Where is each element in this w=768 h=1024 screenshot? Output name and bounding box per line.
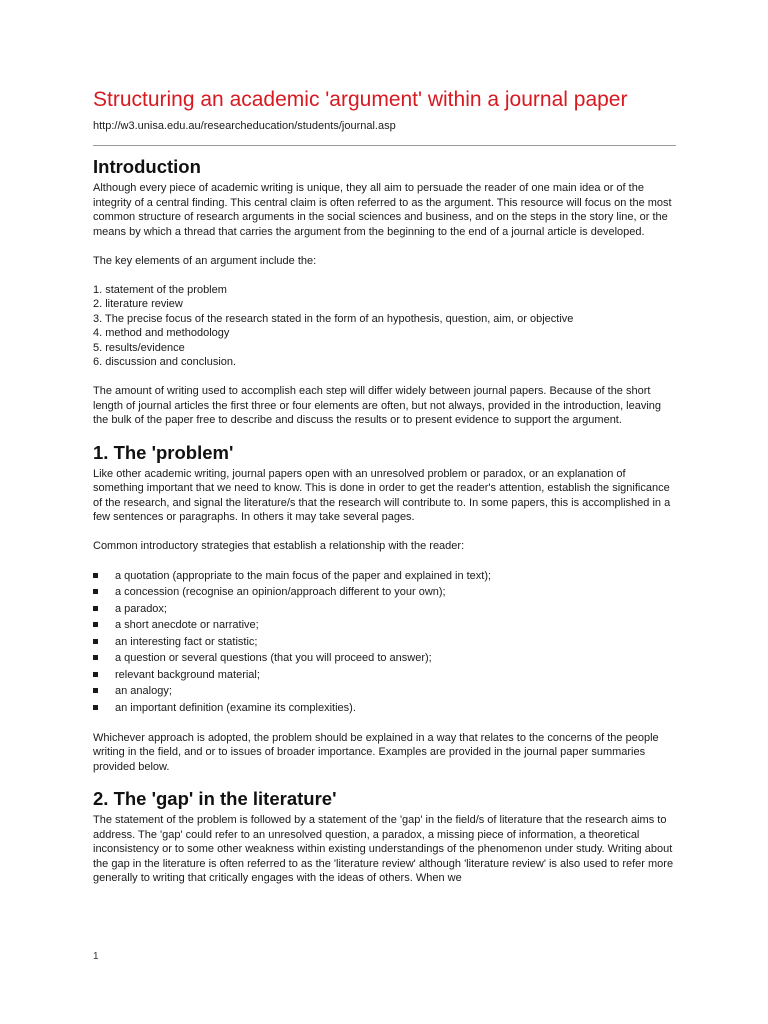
page-number: 1 <box>93 951 99 962</box>
list-item-text: a short anecdote or narrative; <box>115 619 259 631</box>
list-item: 4. method and methodology <box>93 327 230 339</box>
list-item <box>93 584 676 601</box>
list-item <box>93 700 676 717</box>
list-item <box>93 601 676 618</box>
document-title: Structuring an academic 'argument' within a journal paper <box>93 88 628 111</box>
gap-paragraph: The statement of the problem is followed by a statement of the 'gap' in the field/s of literature that the research aims to address. The 'gap' could refer to an unresolved question, a paradox, a missing piece of information, a theoretical inconsistency or to some other weakness within existing understandings of the phenomenon under study. Writing about the gap in the literature is often referred to as the 'literature review' although 'literature review' is also used to refer more generally to writing that critically engages with the ideas of others. When we <box>93 814 674 884</box>
problem-paragraph: Like other academic writing, journal papers open with an unresolved problem or paradox, or an explanation of something important that we need to know. This is done in order to get the reader's attention, establish the significance of the research, and signal the literature/s that the research will contribute to. In some papers, this is accomplished in a few sentences or paragraphs. In others it may take several pages. <box>93 467 671 523</box>
square-bullet-icon <box>93 655 98 660</box>
square-bullet-icon <box>93 589 98 594</box>
problem-paragraph: Whichever approach is adopted, the problem should be explained in a way that relates to the concerns of the people writing in the field, and or to issues of broader importance. Examples are provided in the journal paper summaries provided below. <box>93 731 659 773</box>
source-url: http://w3.unisa.edu.au/researcheducation/students/journal.asp <box>93 120 396 132</box>
list-item: 1. statement of the problem <box>93 283 227 296</box>
list-item <box>93 634 676 651</box>
section-heading-problem: 1. The 'problem' <box>93 441 234 463</box>
list-item <box>93 667 676 684</box>
title-divider <box>93 145 676 146</box>
list-item: 5. results/evidence <box>93 341 185 354</box>
list-item <box>93 650 676 667</box>
list-item: 3. The precise focus of the research stated in the form of an hypothesis, question, aim, or objective <box>93 312 574 325</box>
list-item: 2. literature review <box>93 298 183 310</box>
list-item-text: an interesting fact or statistic; <box>115 635 258 648</box>
key-elements-list <box>93 283 676 370</box>
problem-paragraph: Common introductory strategies that establish a relationship with the reader: <box>93 540 465 552</box>
list-item-text: an important definition (examine its complexities). <box>115 701 356 714</box>
square-bullet-icon <box>93 606 98 611</box>
list-item-text: a paradox; <box>115 602 167 615</box>
strategies-list <box>93 568 676 717</box>
list-item-text: a quotation (appropriate to the main focus of the paper and explained in text); <box>115 569 492 582</box>
square-bullet-icon <box>93 622 98 627</box>
document-page <box>93 86 676 886</box>
square-bullet-icon <box>93 688 98 693</box>
list-item-text: an analogy; <box>115 685 172 697</box>
list-item <box>93 617 676 634</box>
list-item <box>93 683 676 700</box>
section-heading-introduction: Introduction <box>93 156 201 177</box>
square-bullet-icon <box>93 573 98 578</box>
section-heading-gap: 2. The 'gap' in the literature' <box>93 788 337 809</box>
list-item <box>93 568 676 585</box>
list-item: 6. discussion and conclusion. <box>93 356 237 368</box>
square-bullet-icon <box>93 639 98 644</box>
introduction-paragraph: The key elements of an argument include the: <box>93 254 317 267</box>
introduction-paragraph: Although every piece of academic writing is unique, they all aim to persuade the reader of one main idea or of the integrity of a central finding. This central claim is often referred to as the argument. This resource will focus on the most common structure of research arguments in the social sciences and business, and on the steps in the story line, or the means by which a thread that carries the argument from the beginning to the end of a journal article is developed. <box>93 182 672 238</box>
square-bullet-icon <box>93 672 98 677</box>
list-item-text: a question or several questions (that you will proceed to answer); <box>115 652 432 664</box>
list-item-text: a concession (recognise an opinion/approach different to your own); <box>115 586 446 598</box>
list-item-text: relevant background material; <box>115 668 260 681</box>
introduction-paragraph: The amount of writing used to accomplish each step will differ widely between journal papers. Because of the short length of journal articles the first three or four elements are often, but not always, provided in the introduction, leaving the bulk of the paper free to describe and discuss the results or to present evidence to support the argument. <box>93 385 662 426</box>
square-bullet-icon <box>93 705 98 710</box>
